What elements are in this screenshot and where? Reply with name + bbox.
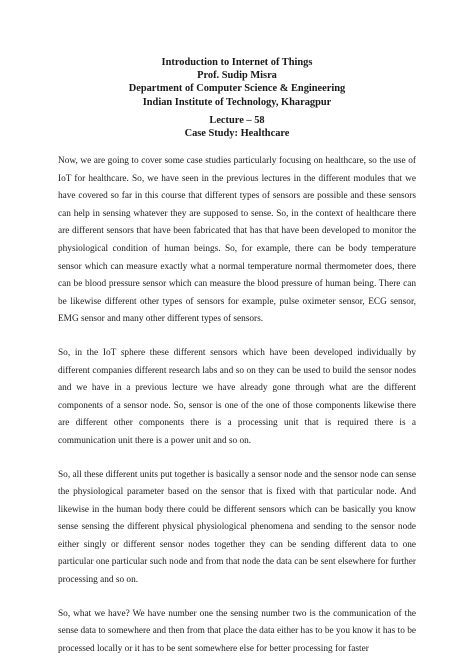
- lecture-heading: [0, 114, 474, 140]
- course-title: Introduction to Internet of Things: [161, 57, 313, 68]
- paragraph: So, what we have? We have number one the sensing number two is the communication of the sense data to somewhere and then from that place the data either has to be you know it has to be processed locally or it has to be sent somewhere else for better processing for faster: [58, 608, 416, 654]
- instructor-name: Prof. Sudip Misra: [197, 70, 277, 82]
- lecture-title: Case Study: Healthcare: [184, 128, 290, 140]
- department-name: Department of Computer Science & Engineering: [128, 83, 346, 95]
- document-body: [58, 153, 416, 658]
- paragraph: So, all these different units put together is basically a sensor node and the sensor node can sense the physiological parameter based on the sensor that is fixed with that particular node. And likewise in the human body there could be different sensors which can be basically you know sense sensing the different physical physiological phenomena and sending to the sensor node either singly or different sensor nodes together they can be sending different data to one particular one particular such node and from that node the data can be sent elsewhere for further processing and so on.: [58, 469, 416, 586]
- paragraph: So, in the IoT sphere these different sensors which have been developed individually by different companies different research labs and so on they can be used to build the sensor nodes and we have in a previous lecture we have already gone through what are the different components of a sensor node. So, sensor is one of the one of those components likewise there are different other components there is a processing unit that is required there is a communication unit there is a power unit and so on.: [58, 347, 416, 446]
- lecture-number: Lecture – 58: [209, 115, 265, 126]
- document-header: [0, 56, 474, 109]
- paragraph: Now, we are going to cover some case studies particularly focusing on healthcare, so the use of IoT for healthcare. So, we have seen in the previous lectures in the different modules that we have covered so far in this course that different types of sensors are possible and these sensors can help in sensing whatever they are supposed to sense. So, in the context of healthcare there are different sensors that have been fabricated that has that have been developed to monitor the physiological condition of human beings. So, for example, there can be body temperature sensor which can measure exactly what a normal temperature normal thermometer does, there can be blood pressure sensor which can measure the blood pressure of human being. There can be likewise different other types of sensors for example, pulse oximeter sensor, ECG sensor, EMG sensor and many other different types of sensors.: [58, 156, 416, 325]
- institute-name: Indian Institute of Technology, Kharagpur: [142, 96, 332, 108]
